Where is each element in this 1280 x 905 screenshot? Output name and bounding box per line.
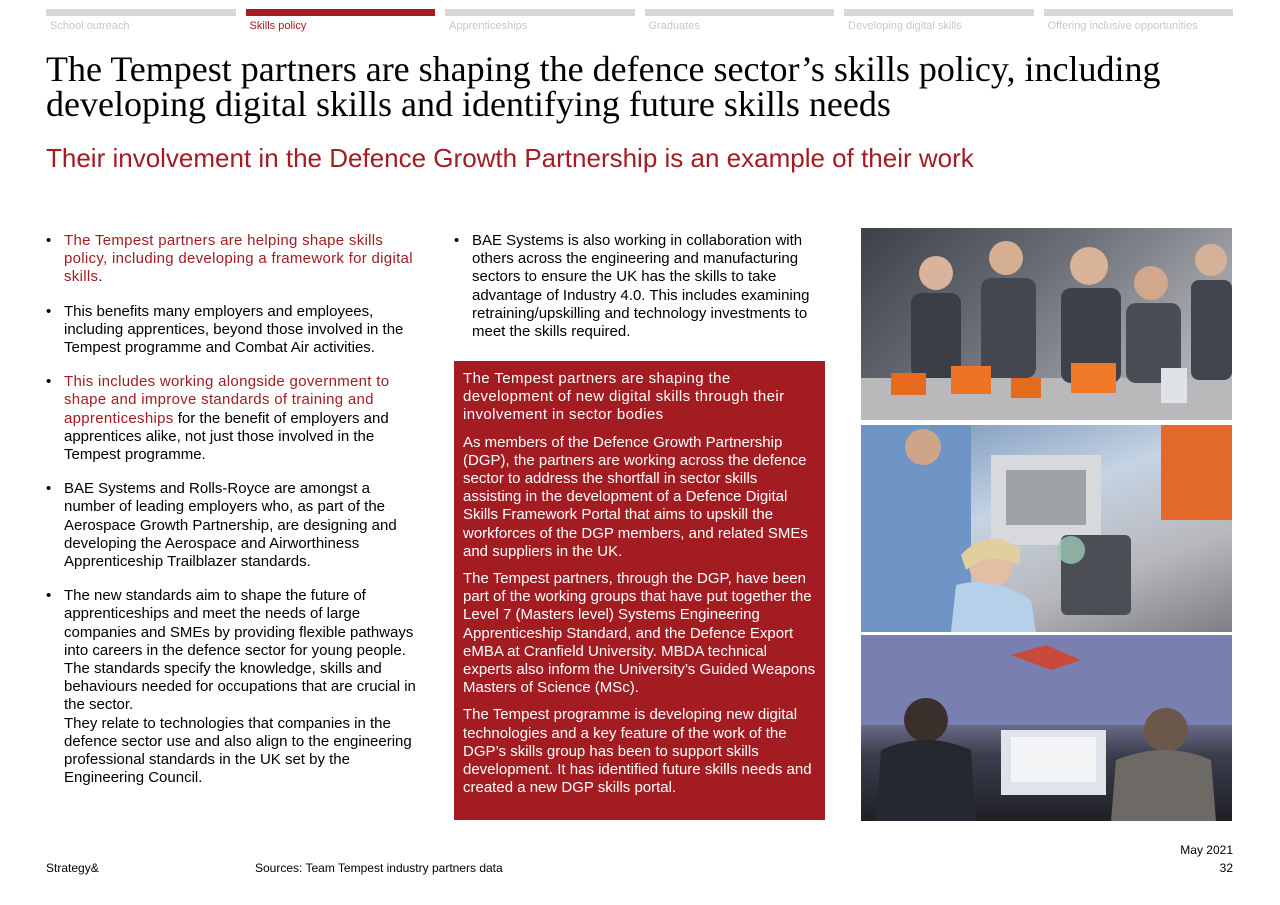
- left-bullet-list: [46, 232, 416, 803]
- tab-graduates[interactable]: [645, 9, 835, 32]
- section-tabs: [46, 9, 1233, 32]
- bullet-text: The new standards aim to shape the future of apprenticeships and meet the needs of large companies and SMEs by providing flexible pathways into careers in the defence sector for young people. The standards specify the knowledge, skills and behaviours needed for occupations that are crucial in the sector.: [64, 587, 416, 714]
- photo-robotics-lab: [861, 425, 1232, 632]
- tab-label: Offering inclusive opportunities: [1047, 20, 1198, 32]
- photo-simulator-room: [861, 635, 1232, 821]
- footer-sources: Sources: Team Tempest industry partners data: [255, 861, 503, 875]
- bullet-text: This benefits many employers and employees, including apprentices, beyond those involved in the Tempest programme and Combat Air activities.: [64, 302, 404, 357]
- tab-offering-inclusive-opportunities[interactable]: [1044, 9, 1234, 32]
- callout-paragraph: The Tempest partners, through the DGP, have been part of the working groups that have put together the Level 7 (Masters level) Systems Engineering Apprenticeship Standard, and the Defence Export eMBA at Cranfield University. MBDA technical experts also inform the University’s Guided Weapons Masters of Science (MSc).: [463, 570, 816, 697]
- bullet-text-continued: They relate to technologies that companies in the defence sector use and also align to the engineering professional standards in the UK set by the Engineering Council.: [64, 714, 412, 787]
- tab-label: Developing digital skills: [848, 20, 962, 32]
- tab-bar: [445, 9, 635, 16]
- tab-label: Apprenticeships: [449, 20, 528, 32]
- footer-date: May 2021: [1180, 843, 1233, 857]
- callout-paragraph: As members of the Defence Growth Partnership (DGP), the partners are working across the defence sector to address the shortfall in sector skills assisting in the development of a Defence Digital Skills Framework Portal that aims to upskill the workforces of the DGP members, and related SMEs and suppliers in the UK.: [463, 433, 808, 560]
- bullet-text: .: [98, 268, 103, 286]
- page-subtitle: Their involvement in the Defence Growth Partnership is an example of their work: [46, 143, 974, 173]
- bullet-item: [46, 587, 416, 787]
- tab-label: Skills policy: [249, 20, 307, 32]
- tab-bar: [1044, 9, 1234, 16]
- middle-bullet-list: [454, 232, 826, 357]
- bullet-text: for the benefit of employers and apprentices alike, not just those involved in the Tempest programme.: [64, 409, 389, 464]
- bullet-highlight: This includes working alongside government to shape and improve standards of training and apprenticeships: [64, 373, 390, 427]
- bullet-item: [46, 480, 416, 571]
- page-number: 32: [1219, 861, 1233, 875]
- callout-paragraph: The Tempest programme is developing new digital technologies and a key feature of the work of the DGP’s skills group has been to support skills development. It has identified future skills needs and created a new DGP skills portal.: [463, 706, 812, 797]
- bullet-text: BAE Systems is also working in collaboration with others across the engineering and manufacturing sectors to ensure the UK has the skills to take advantage of Industry 4.0. This includes examining retraining/upskilling and technology investments to meet the skills required.: [472, 232, 810, 341]
- tab-label: Graduates: [648, 20, 700, 32]
- bullet-item: [454, 232, 826, 341]
- tab-bar: [844, 9, 1034, 16]
- tab-bar: [46, 9, 236, 16]
- callout-box: [454, 361, 825, 820]
- tab-bar: [246, 9, 436, 16]
- tab-apprenticeships[interactable]: [445, 9, 635, 32]
- bullet-item: [46, 232, 416, 287]
- bullet-item: [46, 303, 416, 358]
- tab-label: School outreach: [50, 20, 130, 32]
- bullet-text: BAE Systems and Rolls-Royce are amongst a number of leading employers who, as part of the Aerospace Growth Partnership, are designing and developing the Aerospace and Airworthiness Apprenticeship Trailblazer standards.: [64, 480, 397, 571]
- bullet-highlight: The Tempest partners are helping shape skills policy, including developing a framework for digital skills: [64, 232, 413, 286]
- photo-apprentices-workbench: [861, 228, 1232, 420]
- tab-developing-digital-skills[interactable]: [844, 9, 1034, 32]
- tab-school-outreach[interactable]: [46, 9, 236, 32]
- page-title: The Tempest partners are shaping the defence sector’s skills policy, including developing digital skills and identifying future skills needs: [46, 49, 1161, 124]
- footer-brand: Strategy&: [46, 861, 99, 875]
- bullet-item: [46, 373, 416, 464]
- callout-title: The Tempest partners are shaping the development of new digital skills through their involvement in sector bodies: [463, 370, 785, 424]
- tab-bar: [645, 9, 835, 16]
- tab-skills-policy[interactable]: [246, 9, 436, 32]
